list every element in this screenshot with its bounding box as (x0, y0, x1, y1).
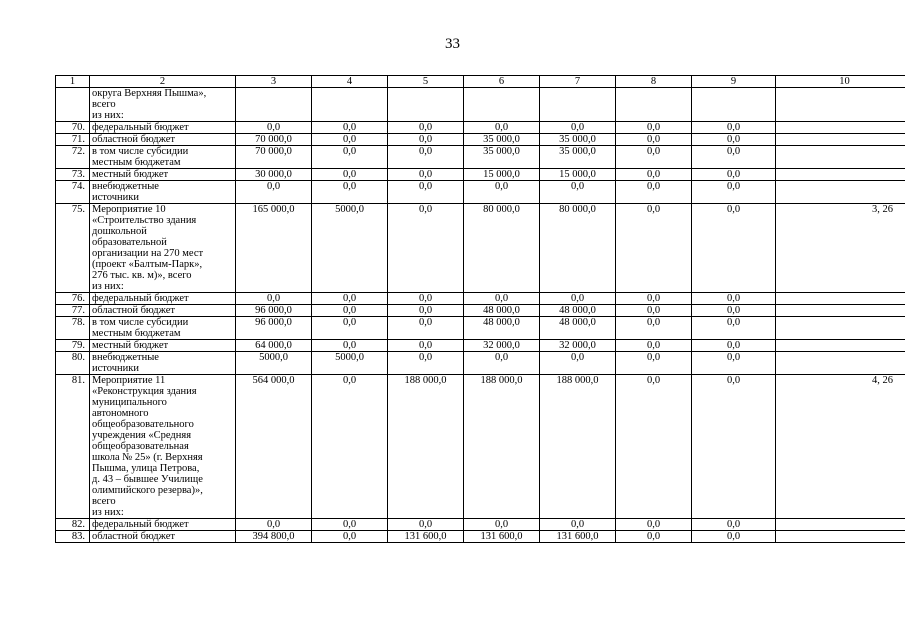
year-2022-cell: 48 000,0 (464, 317, 540, 340)
target-indicator-ref-cell (776, 169, 905, 181)
item-name-cell: внебюджетные источники (90, 352, 236, 375)
total-amount-cell: 0,0 (236, 122, 312, 134)
year-2024-cell: 0,0 (616, 352, 692, 375)
target-indicator-ref-cell (776, 181, 905, 204)
year-2024-cell: 0,0 (616, 375, 692, 519)
year-2021-cell: 0,0 (388, 293, 464, 305)
year-2021-cell: 0,0 (388, 519, 464, 531)
year-2020-cell: 0,0 (312, 134, 388, 146)
target-indicator-ref-cell (776, 88, 905, 122)
target-indicator-ref-cell: 3, 26 (776, 204, 905, 293)
target-indicator-ref-cell (776, 531, 905, 543)
table-row (56, 519, 905, 531)
row-number-cell (56, 88, 90, 122)
year-2021-cell: 0,0 (388, 181, 464, 204)
table-row (56, 204, 905, 293)
row-number-cell: 71. (56, 134, 90, 146)
table-row (56, 169, 905, 181)
year-2021-cell (388, 88, 464, 122)
year-2025-cell: 0,0 (692, 204, 776, 293)
row-number-cell: 78. (56, 317, 90, 340)
budget-table (55, 75, 905, 543)
year-2021-cell: 0,0 (388, 122, 464, 134)
total-amount-cell: 96 000,0 (236, 317, 312, 340)
year-2025-cell: 0,0 (692, 340, 776, 352)
item-name-cell: в том числе субсидии местным бюджетам (90, 317, 236, 340)
row-number-cell: 77. (56, 305, 90, 317)
year-2020-cell (312, 88, 388, 122)
year-2021-cell: 0,0 (388, 317, 464, 340)
year-2021-cell: 0,0 (388, 146, 464, 169)
column-header-9: 9 (692, 76, 776, 88)
year-2022-cell: 188 000,0 (464, 375, 540, 519)
total-amount-cell: 165 000,0 (236, 204, 312, 293)
item-name-cell: местный бюджет (90, 169, 236, 181)
table-body (56, 76, 905, 543)
total-amount-cell: 394 800,0 (236, 531, 312, 543)
row-number-cell: 80. (56, 352, 90, 375)
year-2023-cell: 48 000,0 (540, 317, 616, 340)
year-2025-cell: 0,0 (692, 293, 776, 305)
item-name-cell: федеральный бюджет (90, 293, 236, 305)
year-2020-cell: 0,0 (312, 531, 388, 543)
year-2020-cell: 0,0 (312, 317, 388, 340)
year-2022-cell: 32 000,0 (464, 340, 540, 352)
year-2025-cell: 0,0 (692, 122, 776, 134)
item-name-cell: федеральный бюджет (90, 122, 236, 134)
year-2025-cell (692, 88, 776, 122)
year-2025-cell: 0,0 (692, 375, 776, 519)
year-2021-cell: 0,0 (388, 305, 464, 317)
item-name-cell: Мероприятие 11 «Реконструкция здания муниципального автономного общеобразовательного учреждения «Средняя общеобразовательная школа № 25» (г. Верхняя Пышма, улица Петрова, д. 43 – бывшее Училище олимпийского резерва)», всего из них: (90, 375, 236, 519)
table-row (56, 352, 905, 375)
year-2025-cell: 0,0 (692, 181, 776, 204)
table-row (56, 340, 905, 352)
year-2024-cell: 0,0 (616, 519, 692, 531)
row-number-cell: 70. (56, 122, 90, 134)
year-2023-cell: 131 600,0 (540, 531, 616, 543)
row-number-cell: 82. (56, 519, 90, 531)
year-2024-cell: 0,0 (616, 122, 692, 134)
year-2023-cell (540, 88, 616, 122)
year-2020-cell: 0,0 (312, 146, 388, 169)
year-2023-cell: 32 000,0 (540, 340, 616, 352)
target-indicator-ref-cell (776, 352, 905, 375)
year-2024-cell: 0,0 (616, 305, 692, 317)
year-2020-cell: 0,0 (312, 181, 388, 204)
year-2021-cell: 188 000,0 (388, 375, 464, 519)
year-2023-cell: 0,0 (540, 519, 616, 531)
item-name-cell: внебюджетные источники (90, 181, 236, 204)
year-2020-cell: 0,0 (312, 169, 388, 181)
year-2022-cell: 0,0 (464, 293, 540, 305)
year-2020-cell: 5000,0 (312, 204, 388, 293)
year-2024-cell (616, 88, 692, 122)
table-row (56, 122, 905, 134)
year-2021-cell: 0,0 (388, 169, 464, 181)
year-2025-cell: 0,0 (692, 134, 776, 146)
year-2022-cell: 0,0 (464, 181, 540, 204)
total-amount-cell: 0,0 (236, 519, 312, 531)
target-indicator-ref-cell (776, 305, 905, 317)
item-name-cell: областной бюджет (90, 305, 236, 317)
year-2024-cell: 0,0 (616, 181, 692, 204)
item-name-cell: областной бюджет (90, 531, 236, 543)
item-name-cell: областной бюджет (90, 134, 236, 146)
row-number-cell: 83. (56, 531, 90, 543)
row-number-cell: 79. (56, 340, 90, 352)
year-2022-cell: 131 600,0 (464, 531, 540, 543)
year-2020-cell: 0,0 (312, 375, 388, 519)
total-amount-cell: 0,0 (236, 181, 312, 204)
year-2023-cell: 0,0 (540, 181, 616, 204)
column-header-8: 8 (616, 76, 692, 88)
year-2025-cell: 0,0 (692, 317, 776, 340)
year-2025-cell: 0,0 (692, 519, 776, 531)
total-amount-cell: 564 000,0 (236, 375, 312, 519)
year-2022-cell: 15 000,0 (464, 169, 540, 181)
table-row (56, 375, 905, 519)
item-name-cell: в том числе субсидии местным бюджетам (90, 146, 236, 169)
year-2024-cell: 0,0 (616, 146, 692, 169)
target-indicator-ref-cell (776, 146, 905, 169)
year-2024-cell: 0,0 (616, 169, 692, 181)
year-2024-cell: 0,0 (616, 531, 692, 543)
year-2024-cell: 0,0 (616, 293, 692, 305)
row-number-cell: 74. (56, 181, 90, 204)
column-header-7: 7 (540, 76, 616, 88)
year-2022-cell (464, 88, 540, 122)
year-2025-cell: 0,0 (692, 169, 776, 181)
year-2023-cell: 35 000,0 (540, 134, 616, 146)
year-2020-cell: 0,0 (312, 293, 388, 305)
year-2023-cell: 48 000,0 (540, 305, 616, 317)
row-number-cell: 73. (56, 169, 90, 181)
target-indicator-ref-cell (776, 293, 905, 305)
year-2025-cell: 0,0 (692, 305, 776, 317)
table-row (56, 146, 905, 169)
total-amount-cell: 5000,0 (236, 352, 312, 375)
target-indicator-ref-cell (776, 340, 905, 352)
year-2021-cell: 131 600,0 (388, 531, 464, 543)
table-row (56, 317, 905, 340)
column-header-2: 2 (90, 76, 236, 88)
page-number: 33 (445, 36, 460, 52)
year-2024-cell: 0,0 (616, 317, 692, 340)
year-2023-cell: 0,0 (540, 122, 616, 134)
column-header-1: 1 (56, 76, 90, 88)
year-2020-cell: 5000,0 (312, 352, 388, 375)
year-2020-cell: 0,0 (312, 122, 388, 134)
year-2024-cell: 0,0 (616, 134, 692, 146)
year-2021-cell: 0,0 (388, 204, 464, 293)
year-2025-cell: 0,0 (692, 531, 776, 543)
year-2022-cell: 35 000,0 (464, 146, 540, 169)
year-2021-cell: 0,0 (388, 352, 464, 375)
year-2021-cell: 0,0 (388, 134, 464, 146)
target-indicator-ref-cell (776, 519, 905, 531)
year-2023-cell: 0,0 (540, 293, 616, 305)
total-amount-cell: 64 000,0 (236, 340, 312, 352)
table-row (56, 181, 905, 204)
table-row (56, 305, 905, 317)
table-row (56, 531, 905, 543)
year-2022-cell: 80 000,0 (464, 204, 540, 293)
year-2022-cell: 0,0 (464, 352, 540, 375)
column-header-6: 6 (464, 76, 540, 88)
target-indicator-ref-cell: 4, 26 (776, 375, 905, 519)
year-2023-cell: 35 000,0 (540, 146, 616, 169)
item-name-cell: округа Верхняя Пышма», всего из них: (90, 88, 236, 122)
year-2022-cell: 35 000,0 (464, 134, 540, 146)
year-2022-cell: 0,0 (464, 122, 540, 134)
year-2020-cell: 0,0 (312, 519, 388, 531)
table-row (56, 134, 905, 146)
column-header-3: 3 (236, 76, 312, 88)
column-header-5: 5 (388, 76, 464, 88)
year-2023-cell: 15 000,0 (540, 169, 616, 181)
year-2022-cell: 48 000,0 (464, 305, 540, 317)
total-amount-cell (236, 88, 312, 122)
year-2024-cell: 0,0 (616, 340, 692, 352)
total-amount-cell: 70 000,0 (236, 146, 312, 169)
item-name-cell: местный бюджет (90, 340, 236, 352)
target-indicator-ref-cell (776, 122, 905, 134)
column-header-10: 10 (776, 76, 905, 88)
year-2025-cell: 0,0 (692, 146, 776, 169)
item-name-cell: Мероприятие 10 «Строительство здания дошкольной образовательной организации на 270 мест (проект «Балтым-Парк», 276 тыс. кв. м)», всего из них: (90, 204, 236, 293)
column-number-row (56, 76, 905, 88)
item-name-cell: федеральный бюджет (90, 519, 236, 531)
row-number-cell: 76. (56, 293, 90, 305)
year-2023-cell: 0,0 (540, 352, 616, 375)
year-2021-cell: 0,0 (388, 340, 464, 352)
target-indicator-ref-cell (776, 317, 905, 340)
row-number-cell: 72. (56, 146, 90, 169)
row-number-cell: 81. (56, 375, 90, 519)
total-amount-cell: 70 000,0 (236, 134, 312, 146)
year-2025-cell: 0,0 (692, 352, 776, 375)
table-row (56, 88, 905, 122)
year-2020-cell: 0,0 (312, 340, 388, 352)
year-2023-cell: 188 000,0 (540, 375, 616, 519)
year-2023-cell: 80 000,0 (540, 204, 616, 293)
row-number-cell: 75. (56, 204, 90, 293)
table-row (56, 293, 905, 305)
total-amount-cell: 0,0 (236, 293, 312, 305)
year-2022-cell: 0,0 (464, 519, 540, 531)
total-amount-cell: 30 000,0 (236, 169, 312, 181)
year-2020-cell: 0,0 (312, 305, 388, 317)
target-indicator-ref-cell (776, 134, 905, 146)
total-amount-cell: 96 000,0 (236, 305, 312, 317)
year-2024-cell: 0,0 (616, 204, 692, 293)
column-header-4: 4 (312, 76, 388, 88)
